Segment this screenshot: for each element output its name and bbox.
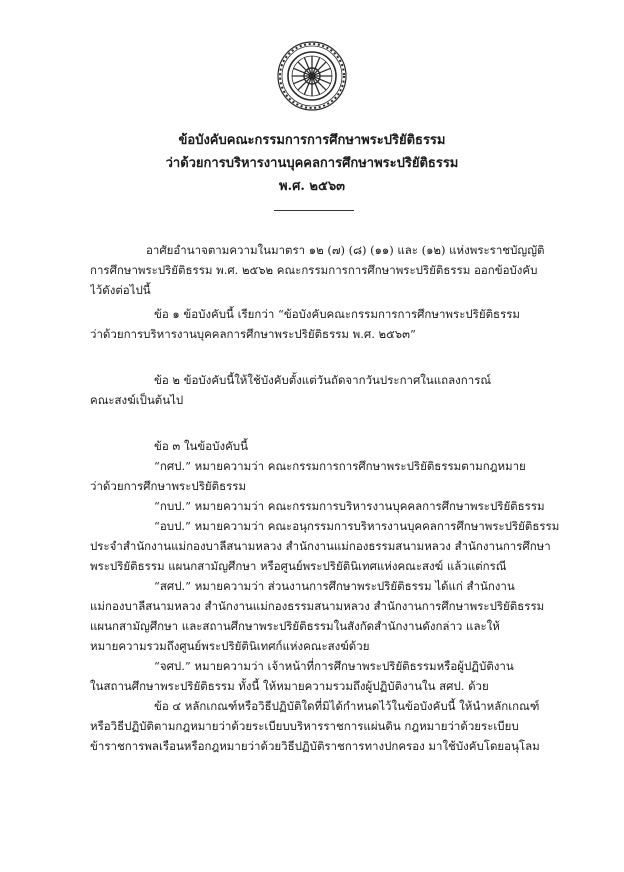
doc-title-line-3: พ.ศ. ๒๕๖๓ bbox=[279, 179, 345, 194]
definition-kpp: “กศป.” หมายความว่า คณะกรรมการการศึกษาพระปริยัติธรรมตามกฎหมาย bbox=[154, 459, 526, 473]
title-divider bbox=[274, 210, 354, 211]
definition-spt: “สศป.” หมายความว่า ส่วนงานการศึกษาพระปริยัติธรรม ได้แก่ สำนักงาน bbox=[154, 579, 515, 593]
definition-obp: “อบป.” หมายความว่า คณะอนุกรรมการบริหารงานบุคคลการศึกษาพระปริยัติธรรม bbox=[154, 519, 560, 533]
preamble-paragraph: อาศัยอำนาจตามความในมาตรา ๑๒ (๗) (๘) (๑๑) และ (๑๒) แห่งพระราชบัญญัติ การศึกษาพระปริยัติธรรม พ.ศ. ๒๕๖๒ คณะกรรมการการศึกษาพระปริยัติธรรม ออกข้อบังคับ ไว้ดังต่อไปนี้ bbox=[90, 243, 545, 297]
clause-4: ข้อ ๔ หลักเกณฑ์หรือวิธีปฏิบัติใดที่มิได้กำหนดไว้ในข้อบังคับนี้ ให้นำหลักเกณฑ์ bbox=[154, 699, 540, 713]
dharma-wheel-emblem bbox=[276, 40, 348, 112]
clause-1: ข้อ ๑ ข้อบังคับนี้ เรียกว่า “ข้อบังคับคณะกรรมการการศึกษาพระปริยัติธรรม ว่าด้วยการบริหารงานบุคคลการศึกษาพระปริยัติธรรม พ.ศ. ๒๕๖๓” bbox=[90, 307, 521, 341]
clause-3: ข้อ ๓ ในข้อบังคับนี้ “กศป.” หมายความว่า คณะกรรมการการศึกษาพระปริยัติธรรมตามกฎหมาย ว่าด้วยการศึกษาพระปริยัติธรรม “กบป.” หมายความว่า คณะกรรมการบริหารงานบุคคลการศึกษาพระปริยัติธรรม “อบป.” หมายความว่า คณะอนุกรรมการบริหารงานบุคคลการศึกษาพระปริยัติธรรม ประจำสำนักงานแม่กองบาลีสนามหลวง สำนักงานแม่กองธรรมสนามหลวง สำนักงานการศึกษา พระปริยัติธรรม แผนกสามัญศึกษา หรือศูนย์พระปริยัตินิเทศแห่งคณะสงฆ์ แล้วแต่กรณี “สศป.” หมายความว่า ส่วนงานการศึกษาพระปริยัติธรรม ได้แก่ สำนักงาน แม่กองบาลีสนามหลวง สำนักงานแม่กองธรรมสนามหลวง สำนักงานการศึกษาพระปริยัติธรรม แผนกสามัญศึกษา และสถานศึกษาพระปริยัติธรรมในสังกัดสำนักงานดังกล่าว และให้ หมายความรวมถึงศูนย์พระปริยัตินิเทศก์แห่งคณะสงฆ์ด้วย “จศป.” หมายความว่า เจ้าหน้าที่การศึกษาพระปริยัติธรรมหรือผู้ปฏิบัติงาน ในสถานศึกษาพระปริยัติธรรม ทั้งนี้ ให้หมายความรวมถึงผู้ปฏิบัติงานใน สศป. ด้วย ข้อ ๔ หลักเกณฑ์หรือวิธีปฏิบัติใดที่มิได้กำหนดไว้ในข้อบังคับนี้ ให้นำหลักเกณฑ์ หรือวิธีปฏิบัติตามกฎหมายว่าด้วยระเบียบบริหารราชการแผ่นดิน กฎหมายว่าด้วยระเบียบ ข้าราชการพลเรือนหรือกฎหมายว่าด้วยวิธีปฏิบัติราชการทางปกครอง มาใช้บังคับโดยอนุโลม bbox=[90, 436, 560, 756]
definition-kbp: “กบป.” หมายความว่า คณะกรรมการบริหารงานบุคคลการศึกษาพระปริยัติธรรม bbox=[154, 499, 545, 513]
definition-jspt: “จศป.” หมายความว่า เจ้าหน้าที่การศึกษาพระปริยัติธรรมหรือผู้ปฏิบัติงาน bbox=[154, 659, 514, 673]
doc-title-line-2: ว่าด้วยการบริหารงานบุคคลการศึกษาพระปริยัติธรรม bbox=[165, 156, 459, 171]
doc-title-line-1: ข้อบังคับคณะกรรมการการศึกษาพระปริยัติธรรม bbox=[178, 133, 446, 148]
clause-3-heading: ข้อ ๓ ในข้อบังคับนี้ bbox=[154, 439, 248, 453]
clause-2: ข้อ ๒ ข้อบังคับนี้ให้ใช้บังคับตั้งแต่วันถัดจากวันประกาศในแถลงการณ์ คณะสงฆ์เป็นต้นไป bbox=[90, 373, 492, 407]
